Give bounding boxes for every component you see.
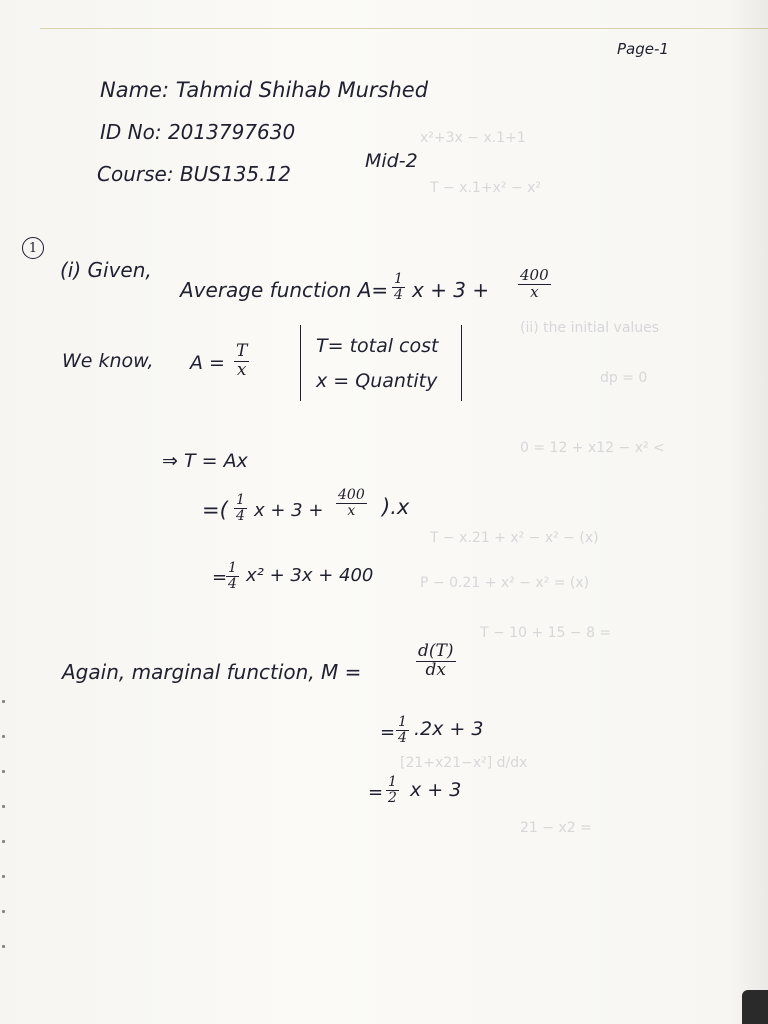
- part-label: (i) Given,: [60, 258, 152, 282]
- fraction-numerator: 1: [394, 271, 403, 287]
- we-know-label: We know,: [62, 350, 154, 372]
- we-know-lhs: A =: [190, 352, 225, 374]
- average-terms: x + 3 +: [412, 278, 490, 302]
- exam-label: Mid-2: [365, 150, 418, 172]
- fraction-denominator: 4: [236, 507, 245, 524]
- average-function-text: Average function A=: [180, 278, 389, 302]
- fraction-numerator: d(T): [418, 641, 454, 661]
- we-know-fraction: [234, 343, 249, 380]
- background-corner: [742, 990, 768, 1024]
- binding-dot: [2, 875, 5, 878]
- derivation-line-2-middle: x + 3 +: [254, 500, 324, 521]
- fraction-denominator: 4: [394, 286, 403, 303]
- fraction-numerator: 400: [338, 487, 365, 503]
- binding-dot: [2, 735, 5, 738]
- bleed-through-text: T − x.1+x² − x²: [430, 180, 541, 196]
- definition-quantity: x = Quantity: [316, 370, 438, 392]
- marginal-step-1-terms: .2x + 3: [414, 718, 484, 740]
- bleed-through-text: P − 0.21 + x² − x² = (x): [420, 575, 590, 591]
- page-number: Page-1: [617, 40, 669, 58]
- marginal-step-2-fraction: [386, 775, 399, 805]
- marginal-function-label: Again, marginal function, M =: [62, 660, 362, 684]
- binding-dot: [2, 770, 5, 773]
- bleed-through-text: (ii) the initial values: [520, 320, 660, 336]
- bleed-through-text: dp = 0: [600, 370, 648, 386]
- marginal-derivative-fraction: [416, 643, 456, 680]
- course-code: Course: BUS135.12: [97, 162, 291, 186]
- bleed-through-text: T − x.21 + x² − x² − (x): [430, 530, 599, 546]
- derivation-line-3-fraction: [226, 561, 239, 591]
- question-number: 1: [22, 237, 44, 259]
- fraction-numerator: 1: [236, 492, 245, 508]
- binding-dot: [2, 840, 5, 843]
- fraction-denominator: 4: [398, 729, 407, 746]
- bleed-through-text: [21+x21−x²] d/dx: [400, 755, 528, 771]
- bleed-through-text: 0 = 12 + x12 − x² <: [520, 440, 665, 456]
- top-rule: [40, 28, 768, 29]
- fraction-denominator: x: [530, 282, 539, 301]
- derivation-line-2-suffix: ).x: [382, 495, 410, 519]
- marginal-step-1-fraction: [396, 715, 409, 745]
- average-fraction-quarter: [392, 272, 405, 302]
- fraction-numerator: 400: [520, 266, 549, 284]
- bleed-through-text: T − 10 + 15 − 8 =: [480, 625, 612, 641]
- fraction-numerator: T: [236, 341, 248, 361]
- derivation-fraction-400: [336, 488, 367, 518]
- binding-dot: [2, 805, 5, 808]
- page-edge-shadow: [728, 0, 768, 1024]
- fraction-denominator: x: [236, 359, 247, 380]
- binding-dot: [2, 910, 5, 913]
- bleed-through-text: x²+3x − x.1+1: [420, 130, 526, 146]
- fraction-denominator: 4: [228, 575, 237, 592]
- average-fraction-400: [518, 268, 551, 301]
- bleed-through-text: 21 − x2 =: [520, 820, 592, 836]
- fraction-numerator: 1: [228, 560, 237, 576]
- definition-total-cost: T= total cost: [316, 335, 439, 357]
- fraction-denominator: dx: [425, 659, 446, 680]
- derivation-line-2-prefix: =(: [202, 498, 228, 522]
- derivation-fraction-quarter: [234, 493, 247, 523]
- fraction-numerator: 1: [388, 774, 397, 790]
- marginal-step-2-prefix: =: [368, 782, 384, 803]
- student-name: Name: Tahmid Shihab Murshed: [100, 78, 429, 102]
- derivation-line-3-prefix: =: [212, 567, 228, 588]
- derivation-line-3-terms: x² + 3x + 400: [246, 565, 374, 586]
- fraction-numerator: 1: [398, 714, 407, 730]
- marginal-step-2-terms: x + 3: [410, 779, 462, 801]
- binding-dot: [2, 700, 5, 703]
- fraction-denominator: x: [347, 502, 356, 519]
- fraction-denominator: 2: [388, 789, 397, 806]
- student-id: ID No: 2013797630: [100, 120, 296, 144]
- marginal-step-1-prefix: =: [380, 722, 396, 743]
- derivation-line-1: ⇒ T = Ax: [162, 450, 248, 472]
- binding-dot: [2, 945, 5, 948]
